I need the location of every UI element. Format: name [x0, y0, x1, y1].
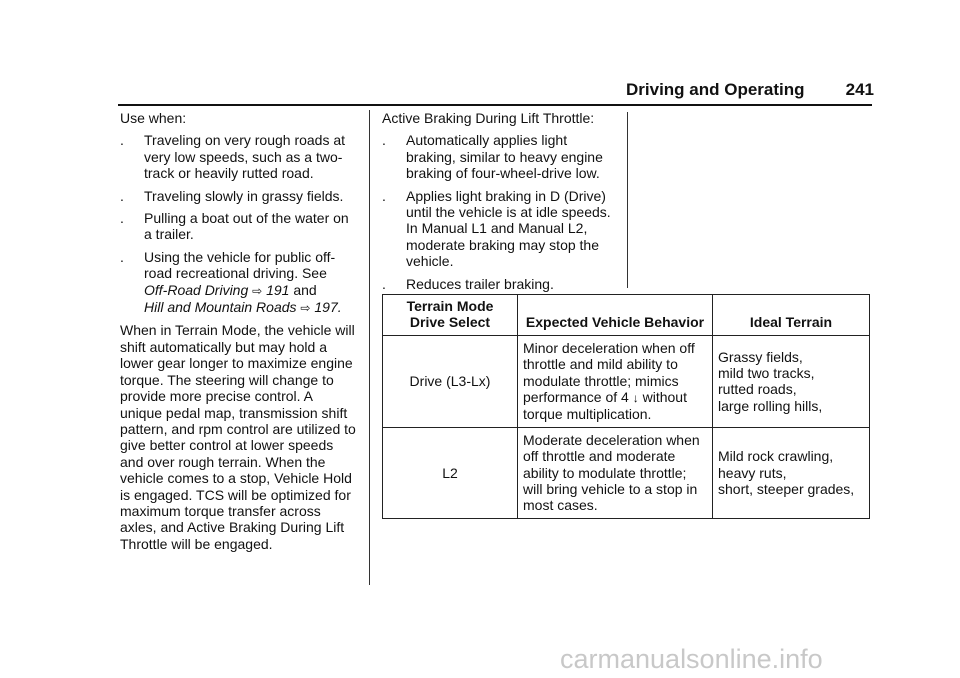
page-ref-arrow-icon: ⇨	[252, 283, 263, 298]
list-item-text: Traveling slowly in grassy fields.	[144, 187, 344, 204]
list-item	[120, 210, 356, 243]
joiner-text: and	[293, 281, 317, 298]
header-rule	[118, 104, 872, 106]
table-row	[383, 335, 870, 427]
list-item	[382, 276, 618, 292]
xref-page: 197.	[314, 299, 342, 316]
table-cell-behavior	[518, 427, 713, 518]
table-row	[383, 427, 870, 518]
list-item-text: Reduces trailer braking.	[406, 275, 554, 292]
list-item-text: Applies light braking in D (Drive) until the vehicle is at idle speeds. In Manual L1 and Manual L2, moderate braking may stop the vehicle.	[406, 187, 611, 270]
bullet-mark: .	[120, 187, 124, 204]
terrain-mode-paragraph: When in Terrain Mode, the vehicle will shift automatically but may hold a lower gear longer to maximize engine torque. The steering will change to provide more precise control. A unique pedal map, transmission shift pattern, and rpm control are utilized to give better control at lower speeds and over rough terrain. When the vehicle comes to a stop, Vehicle Hold is engaged. TCS will be optimized for maximum torque transfer across axles, and Active Braking During Lift Throttle will be engaged.	[120, 322, 356, 552]
list-item-text: Pulling a boat out of the water on a trailer.	[144, 210, 349, 243]
table-header-cell: Ideal Terrain	[713, 295, 870, 336]
intro-text: Use when:	[120, 110, 187, 126]
list-item-text: Traveling on very rough roads at very low speeds, such as a two-track or heavily rutted road.	[144, 132, 346, 182]
section-title: Driving and Operating	[626, 80, 805, 99]
behavior-text: Moderate deceleration when off throttle and moderate ability to modulate throttle; will bring vehicle to a stop in most cases.	[523, 431, 700, 514]
behavior-text: Minor deceleration when off throttle and mild ability to modulate throttle; mimics performance of 4	[523, 339, 695, 406]
terrain-mode-table	[382, 294, 870, 519]
page-header	[626, 80, 874, 100]
bullet-mark: .	[382, 187, 386, 204]
watermark-text: carmanualsonline.info	[560, 644, 823, 674]
list-item	[120, 188, 356, 204]
behavior-text: without torque multiplication.	[523, 389, 687, 423]
left-column	[120, 110, 356, 558]
column-divider-short	[627, 112, 628, 288]
table-cell-terrain: Mild rock crawling, heavy ruts, short, steeper grades,	[713, 427, 870, 518]
table-cell-mode: L2	[383, 427, 518, 518]
table-header-cell: Terrain Mode Drive Select	[383, 295, 518, 336]
page-ref-arrow-icon: ⇨	[300, 301, 311, 316]
page-number: 241	[845, 80, 874, 99]
table-cell-mode: Drive (L3-Lx)	[383, 335, 518, 427]
list-item	[382, 188, 618, 270]
xref-title: Hill and Mountain Roads	[144, 299, 297, 316]
bullet-mark: .	[120, 248, 124, 265]
bullet-mark: .	[382, 275, 386, 292]
list-item-text-part: Using the vehicle for public off-road recreational driving. See	[144, 248, 336, 282]
list-item	[120, 132, 356, 181]
bullet-mark: .	[382, 132, 386, 149]
bullet-mark: .	[120, 210, 124, 227]
list-item-text: Automatically applies light braking, similar to heavy engine braking of four-wheel-drive low.	[406, 132, 603, 182]
table-cell-behavior	[518, 335, 713, 427]
table-header-row	[383, 295, 870, 336]
right-column	[382, 110, 618, 298]
bullet-mark: .	[120, 132, 124, 149]
xref-page: 191	[266, 281, 290, 298]
xref-link[interactable]	[144, 299, 342, 315]
xref-link[interactable]	[144, 282, 289, 298]
list-item-text	[144, 249, 356, 317]
list-item	[120, 249, 356, 317]
table-cell-terrain: Grassy fields, mild two tracks, rutted roads, large rolling hills,	[713, 335, 870, 427]
section-heading: Active Braking During Lift Throttle:	[382, 110, 595, 126]
xref-title: Off-Road Driving	[144, 281, 249, 298]
column-divider	[369, 110, 370, 585]
table-header-cell: Expected Vehicle Behavior	[518, 295, 713, 336]
low-range-icon: ↓	[632, 391, 639, 406]
list-item	[382, 132, 618, 181]
